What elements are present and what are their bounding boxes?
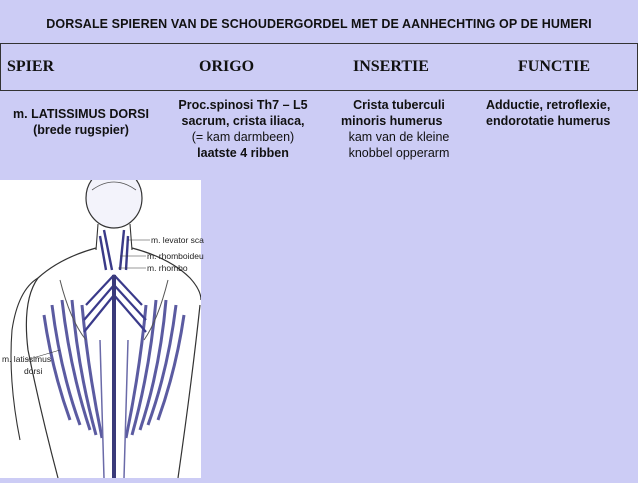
- cell-insertie: [333, 97, 465, 161]
- header-spier: SPIER: [7, 58, 55, 75]
- spier-line-2: (brede rugspier): [33, 123, 129, 137]
- functie-line-2: endorotatie humerus: [486, 114, 611, 128]
- cell-functie: [478, 97, 638, 129]
- page-title: DORSALE SPIEREN VAN DE SCHOUDERGORDEL MET DE AANHECHTING OP DE HUMERI: [46, 17, 592, 31]
- origo-line-2: sacrum, crista iliaca,: [181, 114, 305, 128]
- label-latissimus-line-1: m. latissimus: [2, 354, 52, 364]
- back-anatomy-drawing: [0, 180, 201, 478]
- label-levator-scapulae: m. levator sca: [151, 235, 204, 245]
- header-insertie: INSERTIE: [353, 58, 429, 75]
- cell-origo: [168, 97, 318, 161]
- label-rhomboideus-minor: m. rhombo: [147, 263, 188, 273]
- back-muscles-illustration: [0, 180, 204, 478]
- label-rhomboideus-major: m. rhomboideu: [147, 251, 204, 261]
- insertie-line-2: minoris humerus: [341, 114, 443, 128]
- table-header: [0, 43, 638, 91]
- origo-line-1: Proc.spinosi Th7 – L5: [178, 98, 308, 112]
- origo-line-4: laatste 4 ribben: [197, 146, 289, 160]
- header-functie: FUNCTIE: [518, 58, 591, 75]
- cell-spier: [2, 106, 160, 138]
- functie-line-1: Adductie, retroflexie,: [486, 98, 611, 112]
- insertie-line-3: kam van de kleine: [348, 130, 450, 144]
- label-latissimus-line-2: dorsi: [24, 366, 43, 376]
- insertie-line-4: knobbel opperarm: [348, 146, 450, 160]
- spier-line-1: m. LATISSIMUS DORSI: [13, 107, 149, 121]
- insertie-line-1: Crista tuberculi: [353, 98, 445, 112]
- origo-line-3: (= kam darmbeen): [191, 130, 295, 144]
- header-origo: ORIGO: [199, 58, 255, 75]
